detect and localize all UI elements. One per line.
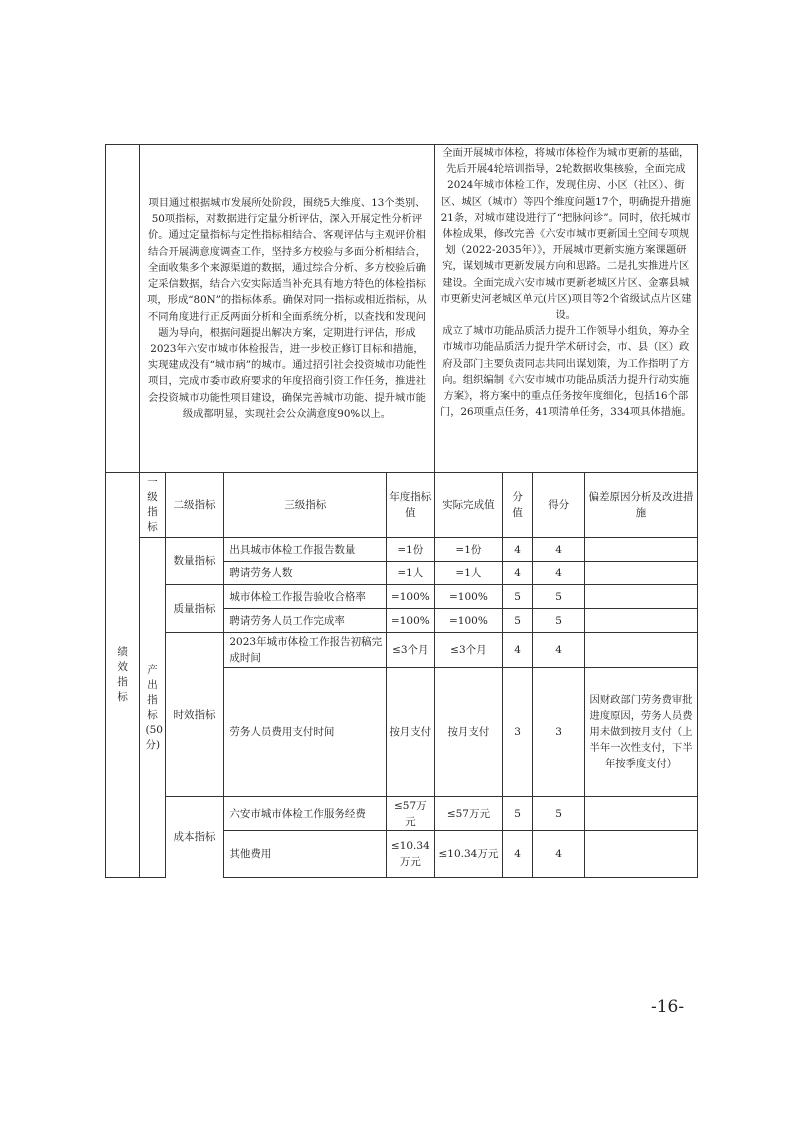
completion-paragraph-1: 全面开展城市体检，将城市体检作为城市更新的基础，先后开展4轮培训指导，2轮数据收集核验，全面完成2024年城市体检工作，发现住房、小区（社区）、街区、城区（城市）等四个维度问题17个，明确提升措施21条，对城市建设进行了“把脉问诊”。同时，依托城市体检成果，修改完善《六安市城市更新国土空间专项规划（2022-2035年）》，开展城市更新实施方案课题研究，谋划城市更新发展方向和思路。二是扎实推进片区建设。全面完成六安市城市更新老城区片区、金寨县城市更新史河老城区单元(片区)项目等2个省级试点片区建设。 <box>440 147 692 322</box>
deviation-cell <box>585 562 698 585</box>
table-header-row <box>106 473 698 538</box>
points-cell: 5 <box>503 609 533 633</box>
blank-label-cell <box>106 145 140 473</box>
actual-cell: ≤57万元 <box>434 797 503 831</box>
points-cell: 5 <box>503 797 533 831</box>
level3-cell: 六安市城市体检工作服务经费 <box>224 797 387 831</box>
score-cell: 5 <box>533 797 585 831</box>
header-score-value: 分值 <box>503 473 533 538</box>
target-cell: ≤3个月 <box>387 633 435 668</box>
actual-cell: 按月支付 <box>434 668 503 797</box>
target-cell: =100% <box>387 609 435 633</box>
actual-cell: =1人 <box>434 562 503 585</box>
header-level3: 三级指标 <box>224 473 387 538</box>
points-cell: 4 <box>503 633 533 668</box>
actual-cell: ≤3个月 <box>434 633 503 668</box>
deviation-cell <box>585 797 698 831</box>
score-cell: 4 <box>533 831 585 878</box>
level3-cell: 城市体检工作报告验收合格率 <box>224 585 387 609</box>
actual-cell: ≤10.34万元 <box>434 831 503 878</box>
table-row <box>106 633 698 668</box>
level3-cell: 聘请劳务人数 <box>224 562 387 585</box>
level1-label: 产出指标(50分) <box>145 663 163 751</box>
deviation-cell: 因财政部门劳务费审批进度原因，劳务人员费用未做到按月支付（上半年一次性支付，下半年按季度支付） <box>585 668 698 797</box>
points-cell: 5 <box>503 585 533 609</box>
target-cell: ≤10.34万元 <box>387 831 435 878</box>
level3-cell: 聘请劳务人员工作完成率 <box>224 609 387 633</box>
actual-cell: =100% <box>434 585 503 609</box>
points-cell: 4 <box>503 538 533 562</box>
score-cell: 4 <box>533 538 585 562</box>
header-deviation: 偏差原因分析及改进措施 <box>585 473 698 538</box>
performance-table <box>105 144 698 878</box>
level3-cell: 其他费用 <box>224 831 387 878</box>
points-cell: 3 <box>503 668 533 797</box>
target-cell: =1份 <box>387 538 435 562</box>
target-cell: 按月支付 <box>387 668 435 797</box>
annual-goal-text: 项目通过根据城市发展所处阶段，围绕5大维度、13个类别、50项指标，对数据进行定量分析评估，深入开展定性分析评价。通过定量指标与定性指标相结合、客观评估与主观评价相结合开展满意度调查工作，坚持多方校验与多面分析相结合，全面收集多个来源渠道的数据，通过综合分析、多方校验后确定采信数据，结合六安实际适当补充具有地方特色的体检指标项，形成“80N”的指标体系。确保对同一指标或相近指标，从不同角度进行正反两面分析和全面系统分析，以查找和发现问题为导向，根据问题提出解决方案，定期进行评估，形成2023年六安市城市体检报告，进一步校正修订目标和措施，实现建成没有“城市病”的城市。通过招引社会投资城市功能性项目，完成市委市政府要求的年度招商引资工作任务，推进社会投资城市功能性项目建设，确保完善城市功能、提升城市能级成都明显，实现社会公众满意度90%以上。 <box>140 145 434 473</box>
level3-cell: 劳务人员费用支付时间 <box>224 668 387 797</box>
section-label-cell <box>106 473 140 878</box>
target-cell: =100% <box>387 585 435 609</box>
score-cell: 4 <box>533 562 585 585</box>
level1-cell <box>140 538 165 878</box>
header-level2: 二级指标 <box>165 473 224 538</box>
level2-cell: 数量指标 <box>165 538 224 585</box>
level2-cell: 时效指标 <box>165 633 224 797</box>
table-row <box>106 797 698 831</box>
deviation-cell <box>585 831 698 878</box>
score-cell: 5 <box>533 609 585 633</box>
header-level1: 一级指标 <box>140 473 165 538</box>
deviation-cell <box>585 585 698 609</box>
score-cell: 3 <box>533 668 585 797</box>
completion-paragraph-2: 成立了城市功能品质活力提升工作领导小组负，筹办全市城市功能品质活力提升学术研讨会，市、县（区）政府及部门主要负责同志共同出谋划策，为工作指明了方向。组织编制《六安市城市功能品质活力提升行动实施方案》，将方案中的重点任务按年度细化，包括16个部门，26项重点任务，41项清单任务，334项具体措施。 <box>439 325 692 419</box>
header-annual-target: 年度指标值 <box>387 473 435 538</box>
completion-text <box>434 145 697 473</box>
target-cell: ≤57万元 <box>387 797 435 831</box>
points-cell: 4 <box>503 562 533 585</box>
actual-cell: =100% <box>434 609 503 633</box>
deviation-cell <box>585 633 698 668</box>
level2-cell: 质量指标 <box>165 585 224 633</box>
table-row <box>106 585 698 609</box>
deviation-cell <box>585 538 698 562</box>
header-score: 得分 <box>533 473 585 538</box>
level3-cell: 2023年城市体检工作报告初稿完成时间 <box>224 633 387 668</box>
level3-cell: 出具城市体检工作报告数量 <box>224 538 387 562</box>
points-cell: 4 <box>503 831 533 878</box>
level2-cell: 成本指标 <box>165 797 224 878</box>
score-cell: 5 <box>533 585 585 609</box>
actual-cell: =1份 <box>434 538 503 562</box>
page-number: -16- <box>651 997 685 1017</box>
target-cell: =1人 <box>387 562 435 585</box>
table-row <box>106 538 698 562</box>
goals-row <box>106 145 698 473</box>
section-label: 绩效指标 <box>117 646 128 703</box>
score-cell: 4 <box>533 633 585 668</box>
header-actual-value: 实际完成值 <box>434 473 503 538</box>
deviation-cell <box>585 609 698 633</box>
